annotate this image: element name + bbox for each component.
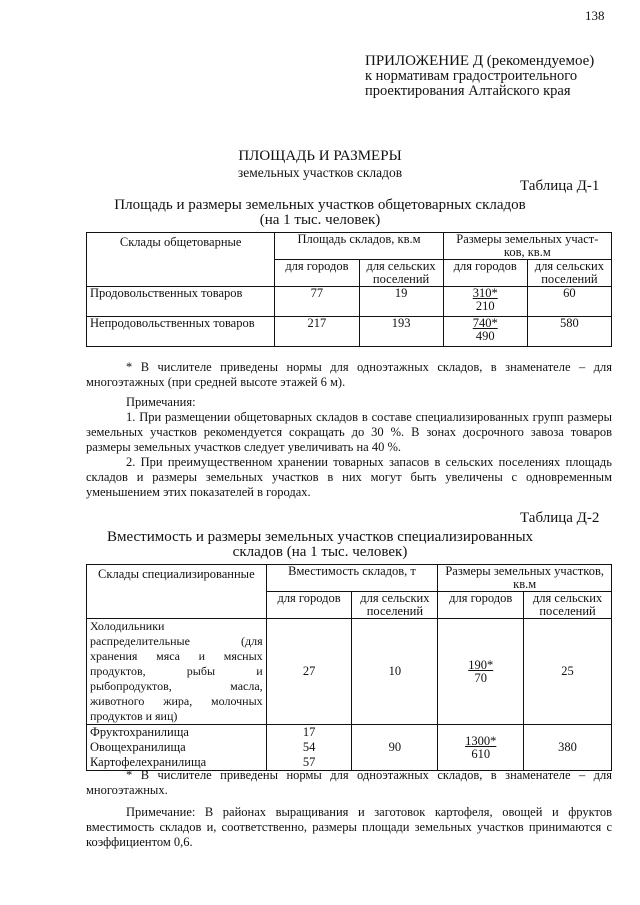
table-row: [87, 619, 612, 725]
table2-title-line1: Вместимость и размеры земельных участков специализированных: [106, 529, 534, 545]
table1-row2-plot-city: [443, 317, 527, 347]
table-row: [87, 725, 612, 771]
table1-row1-plot-city: [443, 287, 527, 317]
table2-sub-city: для городов: [266, 592, 352, 619]
table1-row1-area-city: 77: [275, 287, 359, 317]
table2-title-line2: складов (на 1 тыс. человек): [232, 544, 408, 560]
table2-row2-cap-2: 54: [302, 740, 316, 754]
table2-row1-plot-city: [438, 619, 524, 725]
table2-number: Таблица Д-2: [520, 510, 600, 526]
table2-note: Примечание: В районах выращивания и заготовок картофеля, овощей и фруктов вместимость складов и, соответственно, размеры площади земельных участков принимаются с коэффициентом 0,6.: [86, 805, 612, 849]
table2-sub-rural-2: для сельских поселений: [524, 592, 612, 619]
table1-title-line2: (на 1 тыс. человек): [259, 212, 381, 228]
table2-row1-cap-rural: 10: [352, 619, 438, 725]
table2-row2-plot-city: [438, 725, 524, 771]
table1-row1-plot-rural: 60: [527, 287, 611, 317]
appendix-title: ПРИЛОЖЕНИЕ Д (рекомендуемое): [365, 53, 595, 69]
table1-header-group: Склады общетоварные: [87, 233, 275, 287]
table2-row2-cap-rural: 90: [352, 725, 438, 771]
table2-title: [0, 530, 640, 560]
table2-row2-names: [87, 725, 267, 771]
table2-header-capacity: Вместимость складов, т: [266, 565, 438, 592]
table2-row2-name-1: Фруктохранилища: [90, 725, 189, 739]
table2-row2-cap-1: 17: [302, 725, 316, 739]
table2-header-plot: Размеры земельных участков, кв.м: [438, 565, 612, 592]
table1: [86, 232, 612, 347]
table1-sub-rural: для сельских поселений: [359, 260, 443, 287]
table1-header-area: Площадь складов, кв.м: [275, 233, 443, 260]
table1-sub-city-2: для городов: [443, 260, 527, 287]
appendix-line-3: проектирования Алтайского края: [365, 83, 571, 99]
table1-sub-rural-2: для сельских поселений: [527, 260, 611, 287]
table1-note-2: 2. При преимущественном хранении товарных запасов в сельских поселениях площадь складов и размеры земельных участков в них могут быть увеличены с одновременным уменьшением этих показателей в городах.: [86, 455, 612, 499]
fraction-numerator: 190*: [468, 657, 494, 672]
table2-row1-cap-city: 27: [266, 619, 352, 725]
table2-row1-plot-rural: 25: [524, 619, 612, 725]
fraction-numerator: 1300*: [465, 733, 497, 748]
table2-row2-cap-city: [266, 725, 352, 771]
table1-footnote: * В числителе приведены нормы для одноэтажных складов, в знаменателе – для многоэтажных (при средней высоте этажей 6 м).: [86, 360, 612, 389]
table1-row2-name: Непродовольственных товаров: [87, 317, 275, 347]
fraction-denominator: 210: [475, 299, 495, 313]
fraction-numerator: 740*: [472, 316, 498, 330]
section-subheading: земельных участков складов: [237, 165, 403, 180]
table1-row2-area-city: 217: [275, 317, 359, 347]
table1-title-line1: Площадь и размеры земельных участков общетоварных складов: [114, 197, 526, 213]
table2-row2-plot-rural: 380: [524, 725, 612, 771]
table2-row2-name-2: Овощехранилища: [90, 740, 186, 754]
section-heading: ПЛОЩАДЬ И РАЗМЕРЫ: [238, 148, 402, 164]
fraction-denominator: 610: [471, 746, 491, 761]
table2: [86, 564, 612, 771]
table1-row2-plot-rural: 580: [527, 317, 611, 347]
table1-notes-title: Примечания:: [126, 395, 196, 409]
table2-sub-city-2: для городов: [438, 592, 524, 619]
table1-title: [0, 198, 640, 228]
fraction-denominator: 70: [474, 670, 487, 685]
table1-note-1: 1. При размещении общетоварных складов в составе специализированных групп размеры земельных участков рекомендуется сокращать до 30 %. В зонах досрочного завоза товаров размеры земельных участков следует увеличивать на 40 %.: [86, 410, 612, 454]
table1-row1-area-rural: 19: [359, 287, 443, 317]
appendix-header: [365, 54, 613, 99]
table2-row2-cap-3: 57: [302, 755, 316, 769]
table2-sub-rural: для сельских поселений: [352, 592, 438, 619]
table1-row1-name: Продовольственных товаров: [87, 287, 275, 317]
table1-row2-area-rural: 193: [359, 317, 443, 347]
table-row: [87, 317, 612, 347]
fraction-numerator: 310*: [472, 286, 498, 300]
table2-row2-name-3: Картофелехранилища: [90, 755, 207, 769]
table-row: [87, 287, 612, 317]
table1-sub-city: для городов: [275, 260, 359, 287]
table1-header-plot: Размеры земельных участ-ков, кв.м: [443, 233, 611, 260]
page-number: 138: [585, 8, 605, 23]
table2-footnote: * В числителе приведены нормы для одноэтажных складов, в знаменателе – для многоэтажных.: [86, 768, 612, 797]
appendix-line-2: к нормативам градостроительного: [365, 68, 578, 84]
table2-header-group: Склады специализированные: [87, 565, 267, 619]
table2-row1-name: Холодильники распределительные (для хранения мяса и мясных продуктов, рыбы и рыбопродуктов, масла, животного жира, молочных продуктов и яиц): [87, 619, 267, 725]
table1-number: Таблица Д-1: [520, 178, 600, 194]
fraction-denominator: 490: [475, 329, 495, 343]
